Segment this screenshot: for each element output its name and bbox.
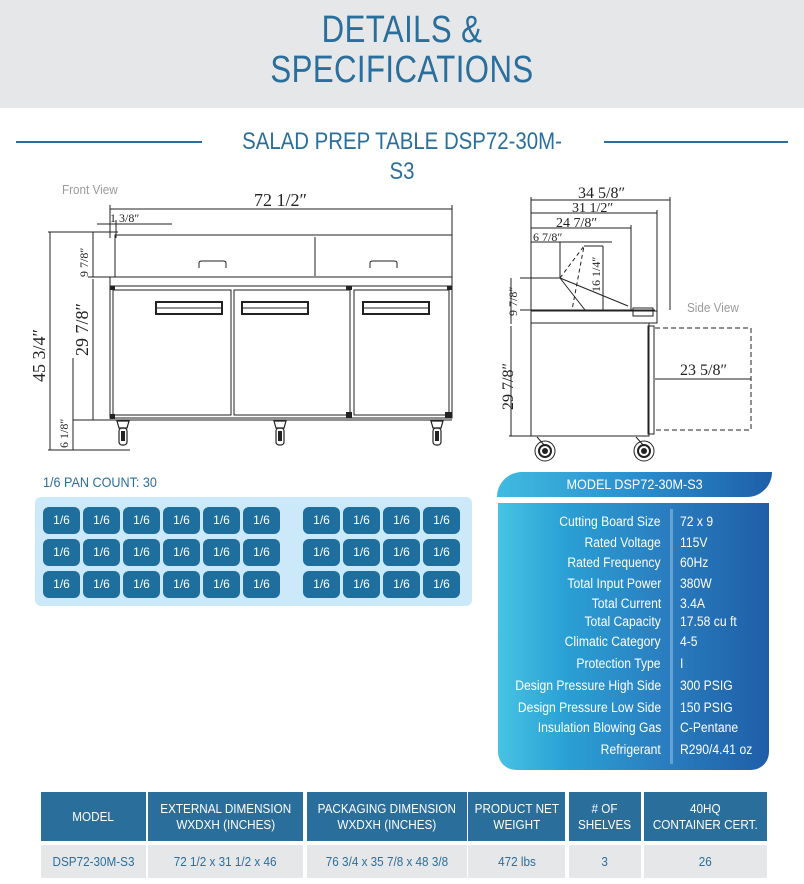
- header-line-1: # OF: [591, 800, 618, 816]
- table-cell: [644, 845, 767, 878]
- dim-side-offset: 1 3/8″: [110, 211, 140, 225]
- dim-depth-overall: 34 5/8″: [578, 185, 626, 202]
- spec-value: 3.4A: [680, 596, 706, 611]
- pan-slot: 1/6: [43, 507, 80, 534]
- pan-slot: 1/6: [423, 507, 460, 534]
- hero-banner: [0, 0, 804, 108]
- spec-label: Insulation Blowing Gas: [537, 720, 661, 735]
- header-text: [318, 801, 456, 833]
- header-line-2: SHELVES: [578, 816, 632, 832]
- pan-slot: 1/6: [343, 571, 380, 598]
- product-subtitle-row: [16, 127, 788, 185]
- pan-slot: 1/6: [303, 507, 340, 534]
- title-line-2: SPECIFICATIONS: [270, 49, 534, 91]
- dim-depth-body: 31 1/2″: [572, 201, 614, 216]
- pan-slot: 1/6: [43, 539, 80, 566]
- dim-overall-height: 45 3/4″: [29, 329, 49, 382]
- header-text: [474, 801, 558, 833]
- spec-label: Refrigerant: [600, 742, 661, 757]
- spec-value: R290/4.41 oz: [680, 742, 753, 757]
- divider-right: [604, 141, 788, 143]
- dim-cabinet-height: 29 7/8″: [72, 303, 92, 356]
- pan-slot: 1/6: [203, 539, 240, 566]
- header-line-1: PACKAGING DIMENSION: [317, 800, 457, 816]
- spec-row: [498, 677, 769, 695]
- pan-slot: 1/6: [303, 539, 340, 566]
- pan-slot: 1/6: [343, 507, 380, 534]
- dim-depth-rail: 6 7/8″: [533, 230, 563, 244]
- pan-slot: 1/6: [83, 571, 120, 598]
- header-text: [73, 809, 115, 825]
- pan-slot: 1/6: [83, 507, 120, 534]
- front-view-label: Front View: [62, 182, 118, 197]
- spec-row: [498, 741, 769, 759]
- spec-value: C-Pentane: [680, 720, 739, 735]
- spec-value: 300 PSIG: [680, 678, 733, 693]
- header-line-2: WXDXH (INCHES): [337, 816, 437, 832]
- product-subtitle: SALAD PREP TABLE DSP72-30M-S3: [242, 128, 562, 185]
- pan-slot: 1/6: [383, 539, 420, 566]
- spec-row: [498, 699, 769, 717]
- pan-slot: 1/6: [123, 539, 160, 566]
- spec-label: Total Capacity: [584, 614, 661, 629]
- cell-text: 26: [698, 854, 713, 869]
- spec-row: [498, 513, 769, 531]
- table-header-cell: [468, 792, 565, 841]
- spec-value: 17.58 cu ft: [680, 614, 737, 629]
- pan-slot: 1/6: [243, 571, 280, 598]
- side-view-label: Side View: [687, 300, 739, 315]
- spec-label: Climatic Category: [565, 634, 661, 649]
- dim-caster-height: 6 1/8″: [57, 418, 71, 448]
- pan-slot: 1/6: [203, 507, 240, 534]
- spec-value: 4-5: [680, 634, 698, 649]
- page-title: [72, 10, 731, 90]
- spec-value: 115V: [680, 535, 708, 550]
- cell-text: DSP72-30M-S3: [52, 854, 135, 869]
- header-line-2: WEIGHT: [493, 816, 540, 832]
- spec-row: [498, 595, 769, 613]
- table-header-cell: [41, 792, 146, 841]
- cell-text: 76 3/4 x 35 7/8 x 48 3/8: [325, 854, 449, 869]
- spec-model-header: [497, 472, 772, 497]
- title-line-1: DETAILS &: [321, 9, 483, 51]
- spec-row: [498, 655, 769, 673]
- spec-value: I: [680, 656, 684, 671]
- table-cell: [468, 845, 565, 878]
- table-cell: [41, 845, 146, 878]
- spec-row: [498, 719, 769, 737]
- table-cell: [569, 845, 641, 878]
- header-line-1: PRODUCT NET: [474, 800, 559, 816]
- pan-slot: 1/6: [43, 571, 80, 598]
- table-header-cell: [307, 792, 467, 841]
- table-header-cell: [644, 792, 767, 841]
- side-view-drawing: [490, 170, 780, 470]
- spec-label: Total Current: [591, 596, 661, 611]
- cell-text: 472 lbs: [497, 854, 536, 869]
- pan-slot: 1/6: [423, 539, 460, 566]
- spec-row: [498, 534, 769, 552]
- spec-label: Protection Type: [576, 656, 661, 671]
- pan-slot: 1/6: [123, 507, 160, 534]
- dim-lid-open-height: 16 1/4″: [589, 256, 603, 292]
- dim-top-height: 9 7/8″: [77, 247, 91, 277]
- pan-slot: 1/6: [163, 507, 200, 534]
- spec-row: [498, 613, 769, 631]
- pan-slot: 1/6: [123, 571, 160, 598]
- header-text: [160, 801, 291, 833]
- table-cell: [307, 845, 467, 878]
- cell-text: 72 1/2 x 31 1/2 x 46: [174, 854, 277, 869]
- spec-label: Rated Voltage: [584, 535, 661, 550]
- pan-count-title: 1/6 PAN COUNT: 30: [43, 474, 157, 490]
- header-line-1: 40HQ: [690, 800, 721, 816]
- pan-slot: 1/6: [243, 507, 280, 534]
- dim-depth-lid: 24 7/8″: [556, 216, 598, 231]
- spec-row: [498, 575, 769, 593]
- spec-value: 72 x 9: [680, 514, 714, 529]
- spec-label: Total Input Power: [567, 576, 661, 591]
- spec-card: [498, 503, 769, 770]
- cell-text: 3: [601, 854, 609, 869]
- pan-slot: 1/6: [383, 571, 420, 598]
- pan-slot: 1/6: [383, 507, 420, 534]
- divider-left: [16, 141, 202, 143]
- spec-label: Cutting Board Size: [559, 514, 661, 529]
- dim-top-height: 9 7/8″: [506, 286, 520, 316]
- table-header-cell: [569, 792, 641, 841]
- pan-slot: 1/6: [163, 539, 200, 566]
- spec-value: 380W: [680, 576, 712, 591]
- dim-door-swing: 23 5/8″: [680, 362, 728, 379]
- table-cell: [148, 845, 303, 878]
- spec-model-title: MODEL DSP72-30M-S3: [566, 476, 703, 492]
- header-line-2: CONTAINER CERT.: [653, 816, 758, 832]
- pan-slot: 1/6: [163, 571, 200, 598]
- spec-label: Rated Frequency: [567, 555, 661, 570]
- header-text: [653, 801, 758, 833]
- pan-slot: 1/6: [303, 571, 340, 598]
- spec-value: 60Hz: [680, 555, 709, 570]
- header-line-1: MODEL: [72, 808, 115, 824]
- dim-cabinet-height: 29 7/8″: [500, 362, 517, 410]
- spec-label: Design Pressure Low Side: [517, 700, 661, 715]
- pan-slot: 1/6: [83, 539, 120, 566]
- spec-value: 150 PSIG: [680, 700, 733, 715]
- pan-slot: 1/6: [343, 539, 380, 566]
- spec-row: [498, 554, 769, 572]
- pan-slot: 1/6: [203, 571, 240, 598]
- dim-overall-width: 72 1/2″: [254, 190, 307, 210]
- pan-slot: 1/6: [243, 539, 280, 566]
- header-line-2: WXDXH (INCHES): [176, 816, 275, 832]
- front-view-drawing: [0, 170, 490, 465]
- header-text: [578, 801, 631, 833]
- pan-layout: [35, 497, 472, 606]
- spec-label: Design Pressure High Side: [515, 678, 661, 693]
- header-line-1: EXTERNAL DIMENSION: [160, 800, 291, 816]
- pan-slot: 1/6: [423, 571, 460, 598]
- spec-row: [498, 633, 769, 651]
- table-header-cell: [148, 792, 303, 841]
